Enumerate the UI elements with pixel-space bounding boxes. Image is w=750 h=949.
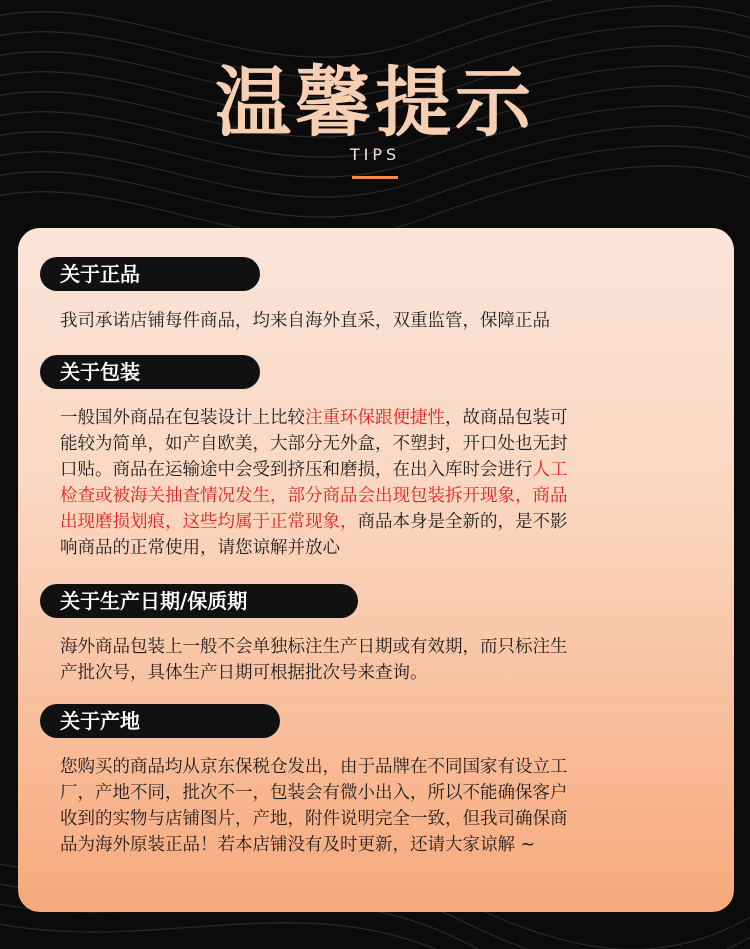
header [0,0,750,220]
body-text: 一般国外商品在包装设计上比较 [60,408,305,428]
paragraph-line [60,431,700,457]
section-text-packaging [60,405,700,561]
tips-card [18,228,734,912]
paragraph-line [60,308,700,334]
body-text: 收到的实物与店铺图片，产地，附件说明完全一致，但我司确保商 [60,809,568,829]
paragraph-line [60,780,700,806]
body-text: 响商品的正常使用，请您谅解并放心 [60,538,340,558]
body-text: 品为海外原装正品！若本店铺没有及时更新，还请大家谅解 ~ [60,835,536,855]
section-label-origin: 关于产地 [40,704,280,738]
page-subtitle: TIPS [349,145,401,164]
body-text: ，故商品包装可 [445,408,568,428]
highlighted-text: 检查或被海关抽查情况发生，部分商品会出现包装拆开现象，商品 [60,486,568,506]
page-title: 温馨提示 [215,58,535,147]
paragraph-line [60,634,700,660]
body-text: 商品本身是全新的，是不影 [357,512,568,532]
body-text: 能较为简单，如产自欧美，大部分无外盒，不塑封，开口处也无封 [60,434,568,454]
subtitle-underline [352,176,398,179]
highlighted-text: 注重环保跟便捷性 [305,408,445,428]
paragraph-line [60,832,700,858]
body-text: 我司承诺店铺每件商品，均来自海外直采，双重监管，保障正品 [60,311,550,331]
body-text: 口贴。商品在运输途中会受到挤压和磨损，在出入库时会进行 [60,460,533,480]
section-label-production-date: 关于生产日期/保质期 [40,584,358,618]
highlighted-text: 人工 [532,460,568,480]
section-label-authentic: 关于正品 [40,257,260,291]
paragraph-line [60,660,700,686]
section-text-production-date [60,634,700,686]
body-text: 您购买的商品均从京东保税仓发出，由于品牌在不同国家有设立工 [60,757,568,777]
paragraph-line [60,457,700,483]
paragraph-line [60,806,700,832]
body-text: 产批次号，具体生产日期可根据批次号来查询。 [60,663,428,683]
highlighted-text: 出现磨损划痕，这些均属于正常现象， [60,512,358,532]
section-label-packaging: 关于包装 [40,355,260,389]
paragraph-line [60,509,700,535]
paragraph-line [60,405,700,431]
paragraph-line [60,483,700,509]
section-text-authentic [60,308,700,334]
body-text: 海外商品包装上一般不会单独标注生产日期或有效期，而只标注生 [60,637,568,657]
paragraph-line [60,535,700,561]
section-text-origin [60,754,700,858]
body-text: 厂，产地不同，批次不一，包装会有微小出入，所以不能确保客户 [60,783,568,803]
paragraph-line [60,754,700,780]
